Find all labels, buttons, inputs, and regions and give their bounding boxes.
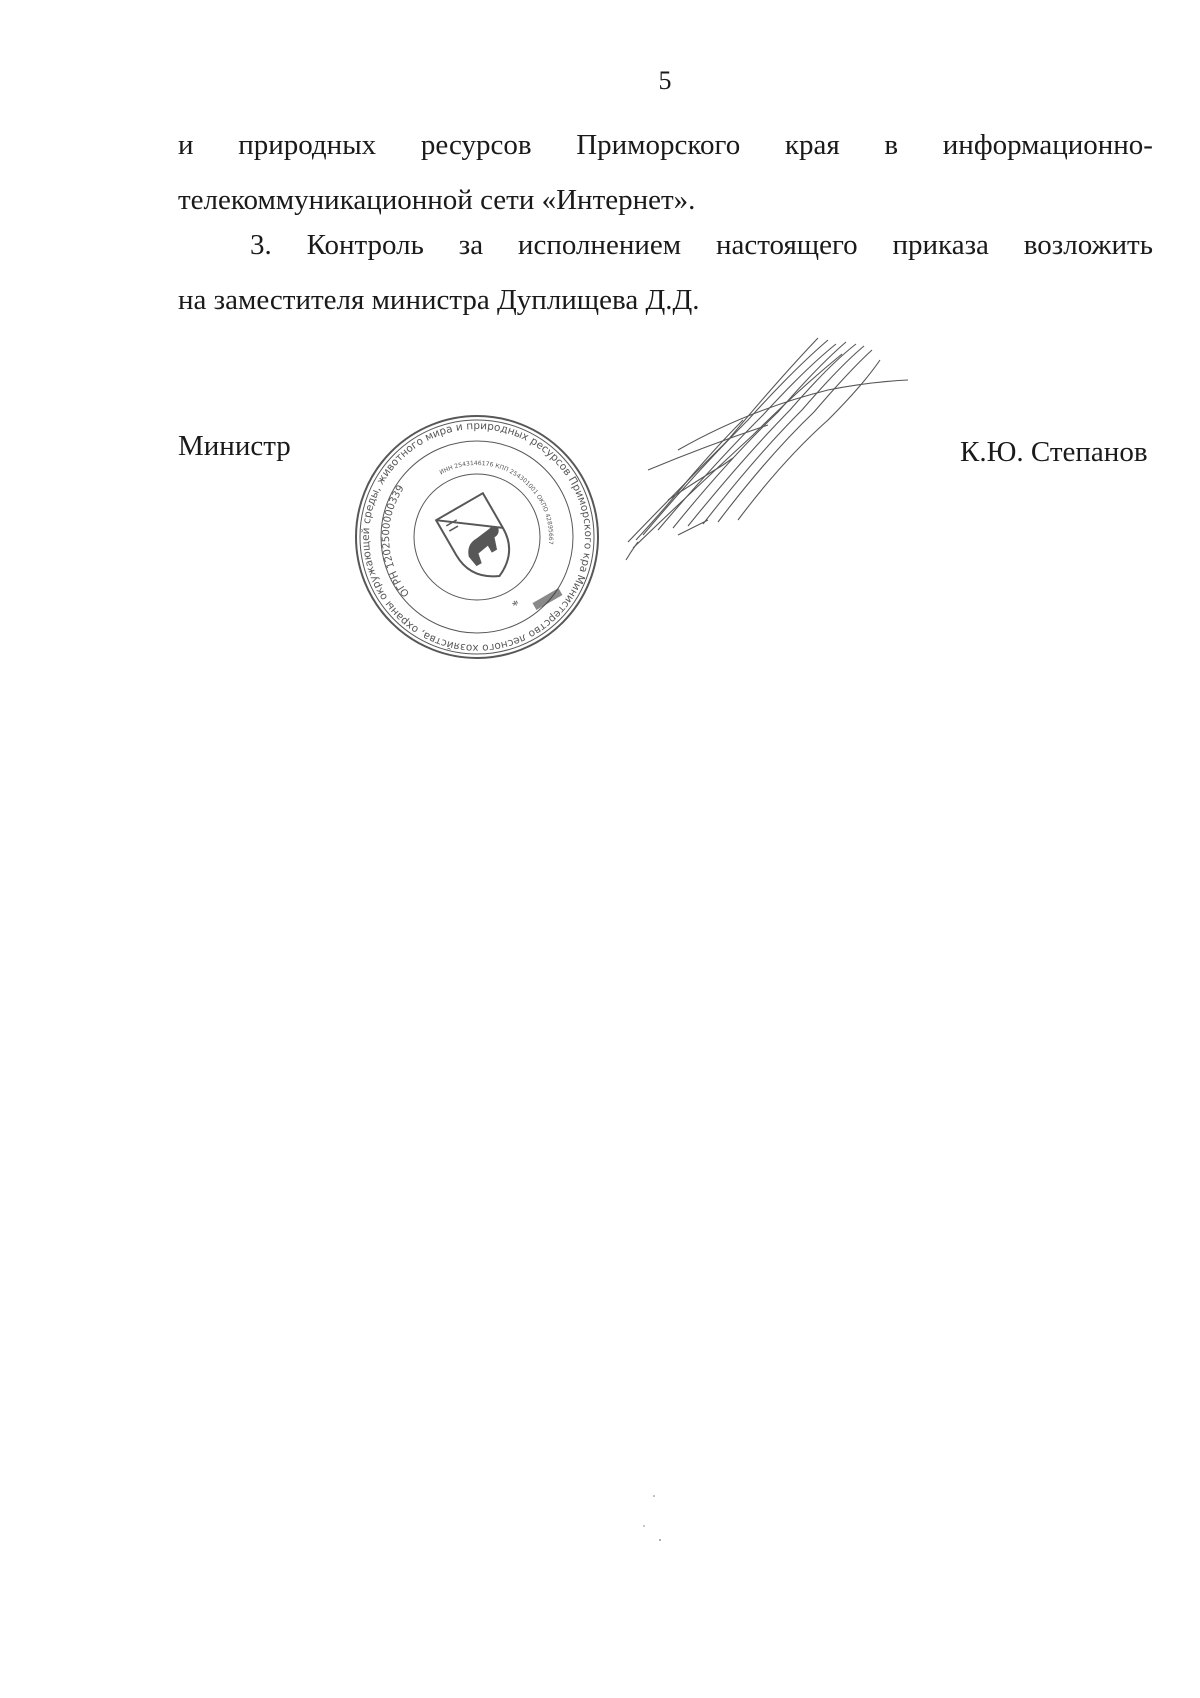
signatory-name: К.Ю. Степанов [960, 436, 1148, 468]
word: Приморского [576, 129, 741, 161]
item-number: 3. [250, 229, 272, 261]
stamp-outer-text: Министерство лесного хозяйства, охраны окружающей среды, животного мира и природных ресурсов Приморского края [359, 419, 595, 655]
word: исполнением [517, 229, 682, 261]
svg-text:*: * [509, 597, 524, 615]
word: и [178, 129, 194, 161]
signatory-role: Министр [178, 430, 291, 462]
paragraph-line [178, 118, 1153, 173]
official-stamp [352, 412, 602, 662]
word: в [884, 129, 899, 161]
word: возложить [1023, 229, 1153, 261]
paragraph-line: телекоммуникационной сети «Интернет». [178, 184, 696, 216]
word: края [784, 129, 840, 161]
stamp-codes-text: ИНН 2543146176 КПП 254301001 ОКПО 42895667 [438, 459, 555, 545]
word: Контроль [306, 229, 424, 261]
paragraph-continuation [178, 118, 1153, 228]
word: за [458, 229, 484, 261]
word: настоящего [715, 229, 858, 261]
word: информационно- [942, 129, 1153, 161]
word: природных [238, 129, 377, 161]
handwritten-signature [618, 330, 918, 600]
scan-specks [640, 1490, 680, 1560]
stamp-ogrn-text: ОГРН 1202500000339 [380, 483, 412, 599]
word: приказа [892, 229, 989, 261]
page-number: 5 [658, 66, 672, 95]
paragraph-line [178, 218, 1153, 273]
word: ресурсов [420, 129, 532, 161]
paragraph-line: на заместителя министра Дуплищева Д.Д. [178, 284, 700, 316]
paragraph-item-3 [178, 218, 1153, 328]
tiger-coat-of-arms-icon [436, 493, 523, 589]
